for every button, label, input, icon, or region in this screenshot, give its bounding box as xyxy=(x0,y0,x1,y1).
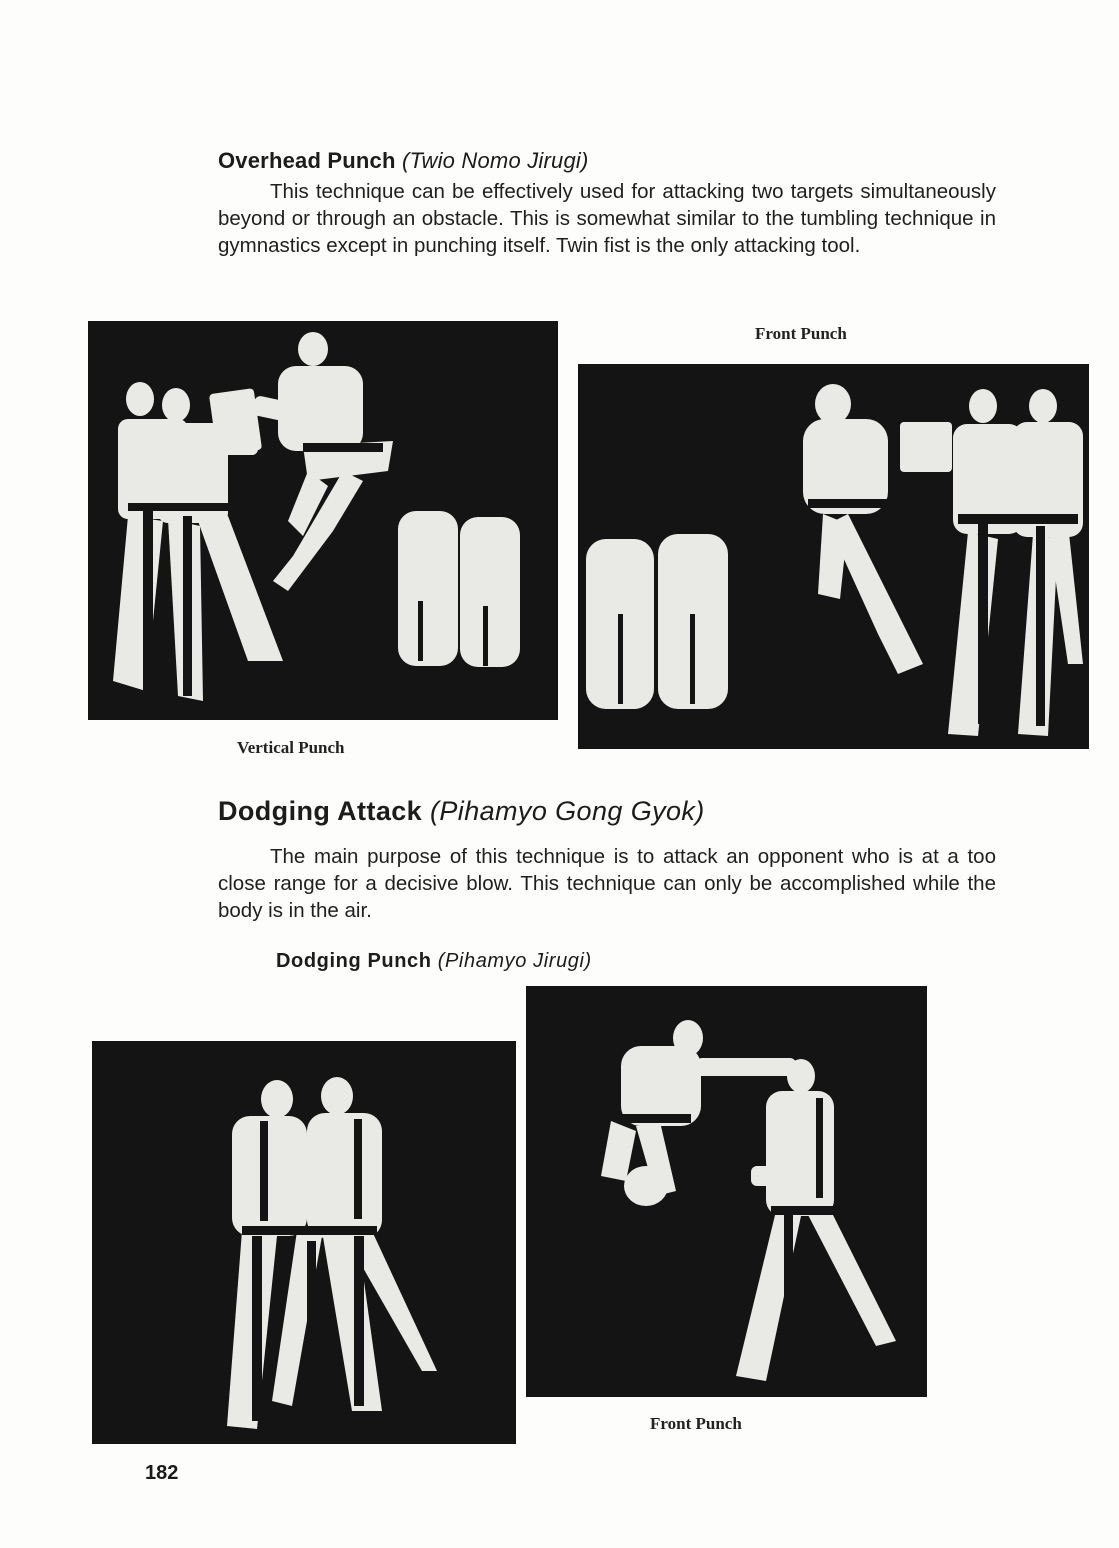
section-title-native: (Pihamyo Gong Gyok) xyxy=(430,796,705,826)
section-title: Dodging Attack xyxy=(218,796,423,826)
section-heading-dodging-attack xyxy=(218,796,705,827)
photo-dodging-punch-front-figures xyxy=(526,986,927,1397)
section-title: Overhead Punch xyxy=(218,148,396,173)
caption-front-punch-bottom: Front Punch xyxy=(650,1414,742,1433)
paragraph-text: This technique can be effectively used for attacking two targets simultaneously beyond or through an obstacle. This is somewhat similar to the tumbling technique in gymnastics except in punching itself. Twin fist is the only attacking tool. xyxy=(218,180,996,257)
section-paragraph-overhead-punch xyxy=(218,178,996,259)
photo-vertical-punch xyxy=(88,321,558,720)
photo-dodging-punch-front xyxy=(526,986,927,1397)
caption-vertical-punch: Vertical Punch xyxy=(237,738,345,757)
section-title-native: (Twio Nomo Jirugi) xyxy=(401,148,589,173)
subsection-title: Dodging Punch xyxy=(276,950,432,972)
photo-dodging-punch-ready-figures xyxy=(92,1041,516,1444)
section-heading-overhead-punch xyxy=(218,148,589,174)
photo-dodging-punch-ready xyxy=(92,1041,516,1444)
section-paragraph-dodging-attack xyxy=(218,843,996,924)
subsection-title-native: (Pihamyo Jirugi) xyxy=(437,950,592,972)
paragraph-text: The main purpose of this technique is to attack an opponent who is at a too close range for a decisive blow. This technique can only be accomplished while the body is in the air. xyxy=(218,845,996,922)
subsection-heading-dodging-punch xyxy=(276,950,592,973)
caption-front-punch-top: Front Punch xyxy=(755,324,847,343)
photo-front-punch-top-figures xyxy=(578,364,1089,749)
page-number: 182 xyxy=(145,1462,179,1484)
photo-vertical-punch-figures xyxy=(88,321,558,720)
photo-front-punch-top xyxy=(578,364,1089,749)
